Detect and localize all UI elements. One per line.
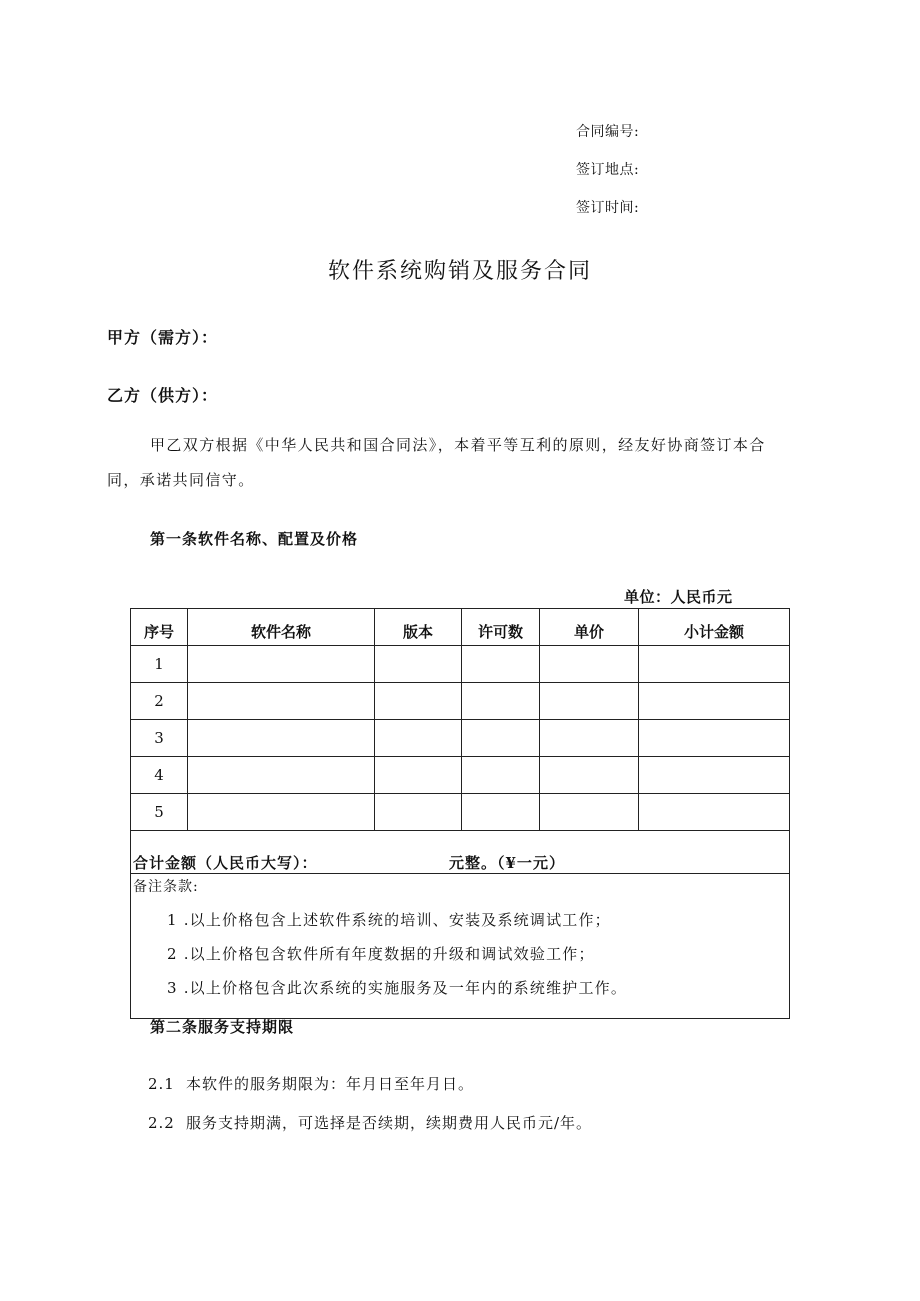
version-cell — [375, 794, 462, 831]
table-header-row — [131, 609, 790, 646]
table-row — [131, 794, 790, 831]
software-name-cell — [188, 757, 375, 794]
intro-paragraph: 甲乙双方根据《中华人民共和国合同法》，本着平等互利的原则，经友好协商签订本合同，承诺共同信守。 — [107, 436, 766, 489]
clause-2-1 — [148, 1073, 474, 1094]
total-cell — [131, 831, 790, 874]
licenses-cell — [462, 646, 540, 683]
notes-cell — [131, 874, 790, 1019]
subtotal-cell — [639, 683, 790, 720]
software-name-cell — [188, 720, 375, 757]
table-row — [131, 646, 790, 683]
currency-unit: 单位：人民币元 — [624, 588, 733, 606]
column-header: 软件名称 — [188, 609, 375, 646]
clause-text: 本软件的服务期限为：年月日至年月日。 — [186, 1075, 475, 1093]
notes-label: 备注条款: — [133, 879, 199, 895]
table-row — [131, 683, 790, 720]
version-cell — [375, 646, 462, 683]
version-cell — [375, 757, 462, 794]
licenses-cell — [462, 757, 540, 794]
clause-number: 2.2 — [148, 1114, 175, 1132]
clause-text: 服务支持期满，可选择是否续期，续期费用人民币元/年。 — [186, 1114, 593, 1132]
subtotal-cell — [639, 757, 790, 794]
note-item: 1 .以上价格包含上述软件系统的培训、安装及系统调试工作； — [167, 911, 611, 929]
column-header: 序号 — [131, 609, 188, 646]
software-name-cell — [188, 683, 375, 720]
unit-price-cell — [540, 646, 639, 683]
version-cell — [375, 720, 462, 757]
note-item: 3 .以上价格包含此次系统的实施服务及一年内的系统维护工作。 — [167, 979, 628, 997]
clause-number: 2.1 — [148, 1075, 175, 1093]
licenses-cell — [462, 794, 540, 831]
total-row — [131, 831, 790, 874]
column-header: 版本 — [375, 609, 462, 646]
software-name-cell — [188, 646, 375, 683]
unit-price-cell — [540, 794, 639, 831]
party-b-label: 乙方（供方）： — [107, 386, 219, 405]
contract-number-label: 合同编号: — [576, 124, 640, 140]
row-number: 5 — [131, 794, 188, 831]
unit-price-cell — [540, 757, 639, 794]
notes-row — [131, 874, 790, 1019]
article2-heading: 第二条服务支持期限 — [150, 1018, 295, 1036]
row-number: 3 — [131, 720, 188, 757]
table-row — [131, 757, 790, 794]
column-header: 单价 — [540, 609, 639, 646]
unit-price-cell — [540, 683, 639, 720]
sign-place-label: 签订地点: — [576, 162, 640, 178]
software-name-cell — [188, 794, 375, 831]
row-number: 4 — [131, 757, 188, 794]
row-number: 2 — [131, 683, 188, 720]
total-label: 合计金额（人民币大写）： — [133, 854, 318, 872]
column-header: 许可数 — [462, 609, 540, 646]
price-table — [130, 608, 790, 1019]
licenses-cell — [462, 683, 540, 720]
document-title: 软件系统购销及服务合同 — [327, 259, 592, 284]
note-item: 2 .以上价格包含软件所有年度数据的升级和调试效验工作； — [167, 945, 595, 963]
subtotal-cell — [639, 646, 790, 683]
table-row — [131, 720, 790, 757]
article1-heading: 第一条软件名称、配置及价格 — [150, 530, 359, 548]
unit-price-cell — [540, 720, 639, 757]
row-number: 1 — [131, 646, 188, 683]
subtotal-cell — [639, 720, 790, 757]
total-amount: 元整。（¥一元） — [449, 854, 565, 872]
sign-time-label: 签订时间: — [576, 200, 640, 216]
party-a-label: 甲方（需方）： — [107, 328, 219, 347]
clause-2-2 — [148, 1112, 592, 1133]
version-cell — [375, 683, 462, 720]
column-header: 小计金额 — [639, 609, 790, 646]
subtotal-cell — [639, 794, 790, 831]
licenses-cell — [462, 720, 540, 757]
